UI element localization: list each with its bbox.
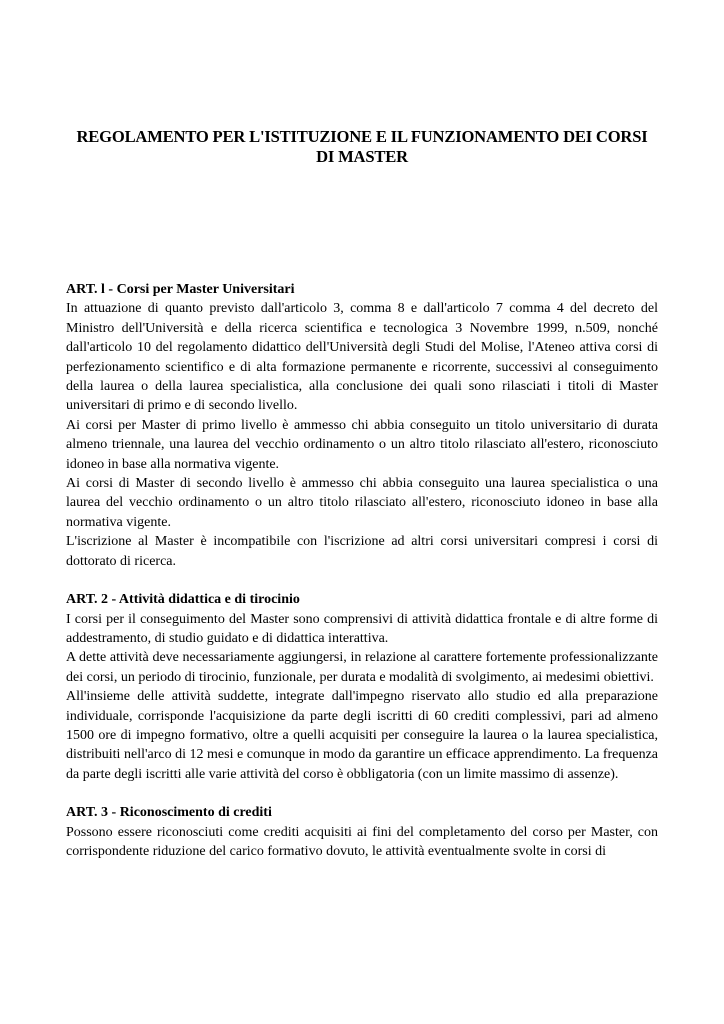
document-title-line-2: DI MASTER <box>316 147 408 166</box>
document-title <box>66 127 658 167</box>
article-2-heading: ART. 2 - Attività didattica e di tirocinio <box>66 592 300 608</box>
article-3-paragraph: Possono essere riconosciuti come crediti acquisiti ai fini del completamento del corso per Master, con corrispondente riduzione del carico formativo dovuto, le attività eventualmente svolte in corsi di <box>66 824 658 859</box>
article-2-paragraph: All'insieme delle attività suddette, integrate dall'impegno riservato allo studio ed alla preparazione individuale, corrisponde l'acquisizione da parte degli iscritti di 60 crediti complessivi, pari ad almeno 1500 ore di impegno formativo, oltre a quelli acquisiti per conseguire la laurea o la laurea specialistica, distribuiti nell'arco di 12 mesi e comunque in modo da garantire un efficace apprendimento. La frequenza da parte degli iscritti alle varie attività del corso è obbligatoria (con un limite massimo di assenze). <box>66 689 658 782</box>
article-1-paragraph: Ai corsi per Master di primo livello è ammesso chi abbia conseguito un titolo universitario di durata almeno triennale, una laurea del vecchio ordinamento o un altro titolo rilasciato all'estero, riconosciuto idoneo in base alla normativa vigente. <box>66 417 658 472</box>
document-title-line-1: REGOLAMENTO PER L'ISTITUZIONE E IL FUNZIONAMENTO DEI CORSI <box>76 127 648 146</box>
article-1-paragraph: Ai corsi di Master di secondo livello è ammesso chi abbia conseguito una laurea specialistica o una laurea del vecchio ordinamento o un altro titolo rilasciato all'estero, riconosciuto idoneo in base alla normativa vigente. <box>66 476 658 530</box>
article-2 <box>66 590 658 784</box>
article-1 <box>66 280 658 571</box>
article-2-paragraph: I corsi per il conseguimento del Master sono comprensivi di attività didattica frontale e di altre forme di addestramento, di studio guidato e di didattica interattiva. <box>66 611 658 646</box>
article-2-paragraph: A dette attività deve necessariamente aggiungersi, in relazione al carattere fortemente professionalizzante dei corsi, un periodo di tirocinio, funzionale, per durata e modalità di svolgimento, ai medesimi obiettivi. <box>66 650 658 685</box>
article-1-paragraph: In attuazione di quanto previsto dall'articolo 3, comma 8 e dall'articolo 7 comma 4 del decreto del Ministro dell'Università e della ricerca scientifica e tecnologica 3 Novembre 1999, n.509, nonché dall'articolo 10 del regolamento didattico dell'Università degli Studi del Molise, l'Ateneo attiva corsi di perfezionamento scientifico e di alta formazione permanente e ricorrente, successivi al conseguimento della laurea o della laurea specialistica, alla conclusione dei quali sono rilasciati i titoli di Master universitari di primo e di secondo livello. <box>66 301 658 414</box>
article-1-paragraph: L'iscrizione al Master è incompatibile con l'iscrizione ad altri corsi universitari compresi i corsi di dottorato di ricerca. <box>66 534 658 569</box>
article-1-heading: ART. l - Corsi per Master Universitari <box>66 282 295 297</box>
article-3 <box>66 803 658 861</box>
document-body <box>66 280 658 880</box>
article-3-heading: ART. 3 - Riconoscimento di crediti <box>66 805 272 821</box>
